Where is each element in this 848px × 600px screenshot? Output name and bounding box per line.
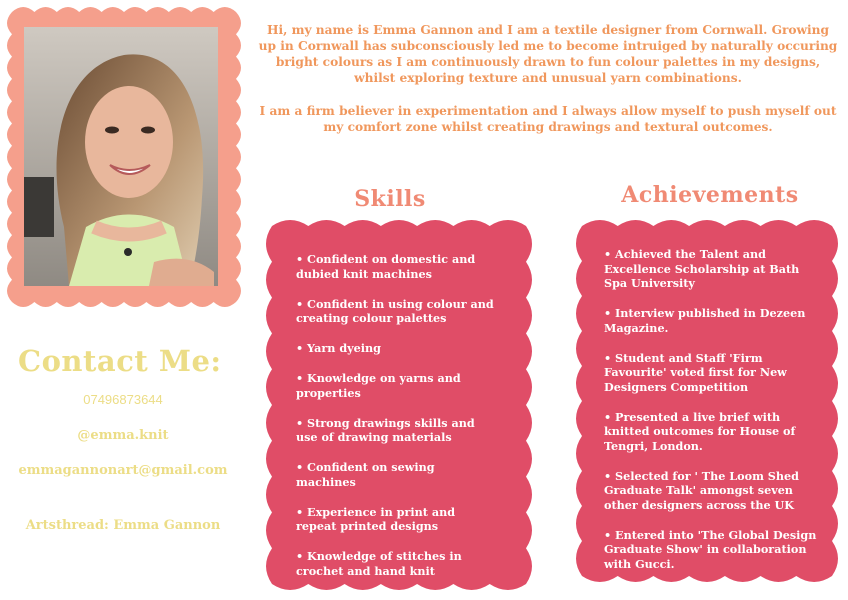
list-item: • Yarn dyeing — [296, 341, 381, 355]
list-item: • Selected for ' The Loom Shed Graduate Talk' amongst seven other designers across the UK — [604, 468, 799, 512]
list-item: • Confident in using colour and creating colour palettes — [296, 296, 494, 325]
intro-text — [258, 22, 838, 152]
list-item: • Experience in print and repeat printed designs — [296, 504, 456, 533]
profile-photo — [24, 27, 218, 286]
achievements-panel — [568, 210, 846, 590]
photo-frame — [0, 0, 248, 315]
skills-heading: Skills — [354, 186, 426, 212]
contact-artsthread[interactable]: Artsthread: Emma Gannon — [25, 518, 221, 533]
contact-instagram[interactable]: @emma.knit — [77, 428, 169, 443]
list-item: • Presented a live brief with knitted outcomes for House of Tengri, London. — [604, 409, 796, 453]
contact-title: Contact Me: — [18, 344, 222, 378]
achievements-list — [604, 247, 824, 587]
list-item: • Strong drawings skills and use of drawing materials — [296, 415, 475, 444]
list-item: • Student and Staff 'Firm Favourite' voted first for New Designers Competition — [604, 350, 787, 394]
list-item: • Interview published in Dezeen Magazine. — [604, 306, 806, 335]
intro-paragraph-2: I am a firm believer in experimentation and I always allow myself to push myself out my comfort zone whilst creating drawings and textural outcomes. — [259, 104, 837, 134]
list-item: • Confident on sewing machines — [296, 460, 435, 489]
list-item: • Entered into 'The Global Design Graduate Show' in collaboration with Gucci. — [604, 527, 817, 571]
intro-paragraph-1: Hi, my name is Emma Gannon and I am a textile designer from Cornwall. Growing up in Cornwall has subconsciously led me to become intruiged by naturally occuring bright colours as I am continuously drawn to fun colour palettes in my designs, whilst exploring texture and unusual yarn combinations. — [258, 23, 838, 85]
skills-list — [296, 252, 496, 594]
contact-phone: 07496873644 — [83, 392, 163, 407]
list-item: • Confident on domestic and dubied knit machines — [296, 252, 476, 281]
list-item: • Achieved the Talent and Excellence Scholarship at Bath Spa University — [604, 247, 800, 290]
list-item: • Knowledge of stitches in crochet and hand knit — [296, 549, 462, 578]
contact-email[interactable]: emmagannonart@gmail.com — [18, 463, 228, 478]
list-item: • Knowledge on yarns and properties — [296, 371, 461, 400]
skills-panel — [258, 208, 540, 600]
achievements-heading: Achievements — [621, 182, 799, 208]
